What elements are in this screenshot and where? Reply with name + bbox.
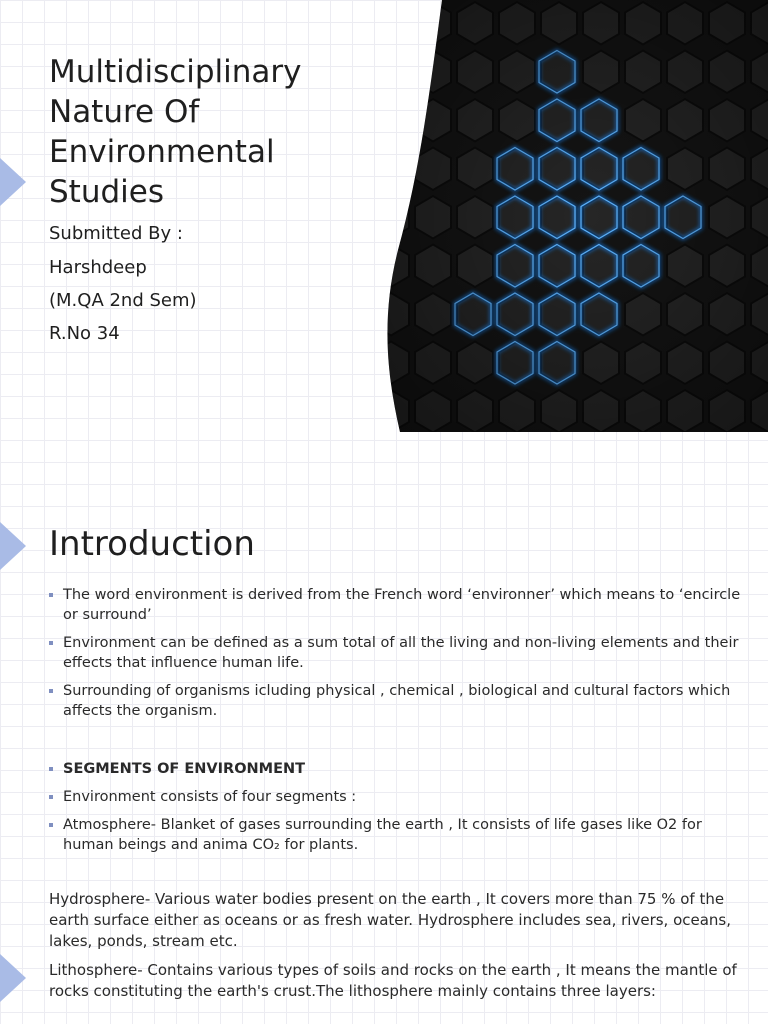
- slide-marker: [0, 158, 26, 206]
- segments-heading: SEGMENTS OF ENVIRONMENT: [63, 761, 306, 777]
- list-item: Atmosphere- Blanket of gases surrounding the earth , It consists of life gases like O2 for human beings and anima CO₂ for plants.: [49, 815, 749, 855]
- slide-marker: [0, 522, 26, 570]
- segments-bullet-list: [49, 759, 749, 863]
- roll-number: R.No 34: [49, 323, 120, 344]
- bullet-icon: [49, 795, 53, 799]
- spheres-slide: [0, 872, 768, 1024]
- page-title: Multidisciplinary Nature Of Environmental Studies: [49, 54, 302, 210]
- course-label: (M.QA 2nd Sem): [49, 290, 197, 311]
- bullet-icon: [49, 823, 53, 827]
- list-item: [49, 759, 749, 779]
- hydrosphere-paragraph: Hydrosphere- Various water bodies present on the earth , It covers more than 75 % of the earth surface either as oceans or as fresh water. Hydrosphere includes sea, rivers, oceans, lakes, ponds, stream etc.: [49, 890, 732, 950]
- list-item: Environment can be defined as a sum total of all the living and non-living elements and their effects that influence human life.: [49, 633, 749, 673]
- hexagon-image: [370, 0, 768, 432]
- bullet-icon: [49, 593, 53, 597]
- author-name: Harshdeep: [49, 257, 147, 278]
- bullet-icon: [49, 641, 53, 645]
- list-item: Surrounding of organisms icluding physical , chemical , biological and cultural factors which affects the organism.: [49, 681, 749, 721]
- list-item: Environment consists of four segments :: [49, 787, 749, 807]
- bullet-icon: [49, 689, 53, 693]
- lithosphere-paragraph: Lithosphere- Contains various types of soils and rocks on the earth , It means the mantle of rocks constituting the earth's crust.The lithosphere mainly contains three layers:: [49, 961, 737, 1000]
- bullet-icon: [49, 767, 53, 771]
- title-slide: [0, 0, 768, 432]
- slide-title: Introduction: [49, 524, 255, 564]
- slide-marker: [0, 954, 26, 1002]
- list-item: The word environment is derived from the French word ‘environner’ which means to ‘encircle or surround’: [49, 585, 749, 625]
- submitted-by-label: Submitted By :: [49, 223, 183, 244]
- intro-bullet-list: [49, 585, 749, 729]
- introduction-slide: [0, 440, 768, 872]
